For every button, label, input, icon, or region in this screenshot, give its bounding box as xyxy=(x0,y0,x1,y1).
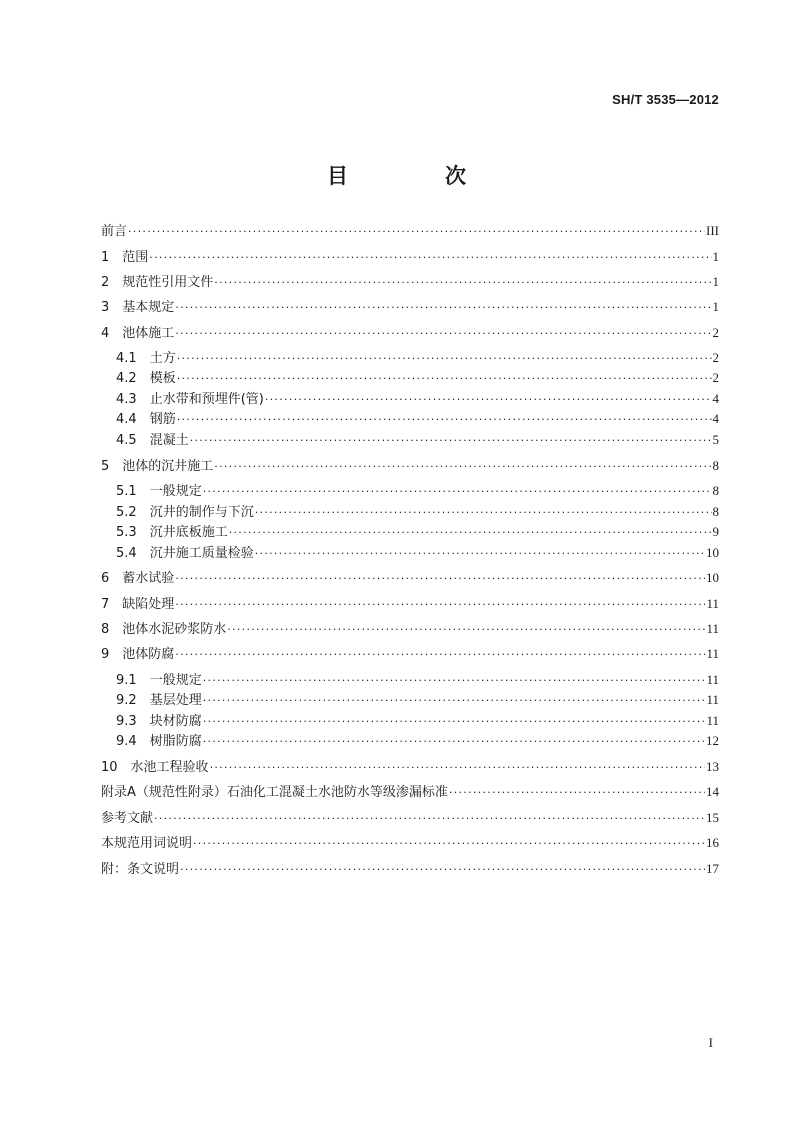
toc-leader-dots xyxy=(177,349,712,369)
toc-entry-page: 13 xyxy=(706,759,719,774)
toc-entry-page: 11 xyxy=(706,672,719,687)
toc-entry[interactable] xyxy=(116,502,719,522)
toc-entry[interactable] xyxy=(101,247,719,267)
toc-leader-dots xyxy=(175,298,711,318)
toc-entry-number: 4 xyxy=(101,326,123,341)
toc-entry-label: 池体施工 xyxy=(122,326,175,341)
toc-entry-number: 9.3 xyxy=(116,714,150,729)
toc-entry[interactable] xyxy=(101,323,719,343)
toc-entry[interactable] xyxy=(116,690,719,710)
toc-entry-label: 模板 xyxy=(149,371,176,386)
toc-entry[interactable] xyxy=(116,368,719,388)
toc-entry-page: 11 xyxy=(706,713,719,728)
toc-entry-label: 前言 xyxy=(101,224,128,239)
toc-leader-dots xyxy=(214,457,711,477)
toc-entry-page: 8 xyxy=(712,504,719,519)
toc-leader-dots xyxy=(175,569,705,589)
toc-entry-page: 17 xyxy=(706,861,719,876)
toc-entry[interactable] xyxy=(101,859,719,879)
toc-entry-number: 9.4 xyxy=(116,734,150,749)
toc-entry[interactable] xyxy=(101,568,719,588)
toc-leader-dots xyxy=(175,595,705,615)
toc-leader-dots xyxy=(203,691,706,711)
toc-entry-page: III xyxy=(706,223,719,238)
toc-entry[interactable] xyxy=(101,221,719,241)
toc-entry-page: 8 xyxy=(712,483,719,498)
toc-entry-number: 5.2 xyxy=(116,505,150,520)
toc-leader-dots xyxy=(203,712,706,732)
toc-entry[interactable] xyxy=(116,670,719,690)
toc-entry-label: 块材防腐 xyxy=(149,714,202,729)
toc-entry-page: 10 xyxy=(706,570,719,585)
toc-leader-dots xyxy=(177,410,712,430)
toc-entry-label: 土方 xyxy=(149,351,176,366)
toc-entry-label: 规范性引用文件 xyxy=(122,275,214,290)
toc-entry-number: 6 xyxy=(101,571,123,586)
toc-entry-label: 一般规定 xyxy=(149,484,202,499)
toc-entry-page: 1 xyxy=(712,299,719,314)
toc-entry-page: 4 xyxy=(712,411,719,426)
standard-code: SH/T 3535—2012 xyxy=(612,92,719,107)
toc-entry-label: 沉井的制作与下沉 xyxy=(149,505,254,520)
toc-entry[interactable] xyxy=(101,833,719,853)
toc-entry-number: 2 xyxy=(101,275,123,290)
toc-leader-dots xyxy=(210,758,705,778)
toc-entry-number: 7 xyxy=(101,597,123,612)
toc-entry[interactable] xyxy=(101,757,719,777)
toc-entry[interactable] xyxy=(116,481,719,501)
toc-leader-dots xyxy=(227,620,705,640)
toc-entry-page: 2 xyxy=(712,325,719,340)
toc-entry[interactable] xyxy=(101,782,719,802)
toc-entry[interactable] xyxy=(101,594,719,614)
toc-entry-label: 范围 xyxy=(122,250,149,265)
toc-entry-label: 钢筋 xyxy=(149,412,176,427)
toc-entry-number: 10 xyxy=(101,760,131,775)
toc-entry-page: 8 xyxy=(712,458,719,473)
toc-entry-page: 2 xyxy=(712,350,719,365)
toc-entry-page: 15 xyxy=(706,810,719,825)
toc-entry[interactable] xyxy=(101,808,719,828)
toc-entry-label: 池体的沉井施工 xyxy=(122,459,214,474)
toc-entry[interactable] xyxy=(116,389,719,409)
toc-entry-number: 8 xyxy=(101,622,123,637)
toc-entry-number: 5.1 xyxy=(116,484,150,499)
toc-entry-page: 11 xyxy=(706,646,719,661)
toc-entry-number: 4.3 xyxy=(116,392,150,407)
toc-entry-label: 池体水泥砂浆防水 xyxy=(122,622,227,637)
toc-entry[interactable] xyxy=(116,731,719,751)
toc-entry-page: 4 xyxy=(712,391,719,406)
toc-entry-number: 5.3 xyxy=(116,525,150,540)
toc-entry-label: 缺陷处理 xyxy=(122,597,175,612)
toc-leader-dots xyxy=(149,248,711,268)
toc-entry-label: 树脂防腐 xyxy=(149,734,202,749)
toc-entry[interactable] xyxy=(116,430,719,450)
toc-entry-number: 5 xyxy=(101,459,123,474)
toc-leader-dots xyxy=(175,645,705,665)
page-title: 目 次 xyxy=(327,164,504,188)
toc-entry-page: 9 xyxy=(712,524,719,539)
toc-entry-page: 5 xyxy=(712,432,719,447)
toc-entry-number: 4.1 xyxy=(116,351,150,366)
toc-entry[interactable] xyxy=(101,272,719,292)
page-number: I xyxy=(708,1035,713,1050)
toc-entry-page: 12 xyxy=(706,733,719,748)
toc-entry[interactable] xyxy=(116,543,719,563)
toc-entry-page: 1 xyxy=(712,249,719,264)
toc-entry[interactable] xyxy=(116,409,719,429)
toc-entry-label: 止水带和预埋件(管) xyxy=(149,392,264,407)
toc-leader-dots xyxy=(214,273,711,293)
toc-entry-number: 1 xyxy=(101,250,123,265)
toc-leader-dots xyxy=(180,860,705,880)
toc-leader-dots xyxy=(128,222,705,242)
toc-leader-dots xyxy=(203,482,712,502)
toc-entry-page: 11 xyxy=(706,692,719,707)
toc-entry-number: 5.4 xyxy=(116,546,150,561)
toc-entry-page: 10 xyxy=(706,545,719,560)
toc-entry-number: 4.5 xyxy=(116,433,150,448)
toc-leader-dots xyxy=(255,544,705,564)
toc-entry-number: 9.1 xyxy=(116,673,150,688)
toc-entry-label: 附：条文说明 xyxy=(101,862,180,877)
toc-leader-dots xyxy=(449,783,705,803)
toc-entry-number: 4.2 xyxy=(116,371,150,386)
toc-entry-label: 水池工程验收 xyxy=(130,760,209,775)
toc-entry-label: 基本规定 xyxy=(122,300,175,315)
toc-leader-dots xyxy=(177,369,712,389)
toc-entry-number: 4.4 xyxy=(116,412,150,427)
toc-entry-label: 附录A（规范性附录）石油化工混凝土水池防水等级渗漏标准 xyxy=(101,785,448,800)
toc-entry-page: 11 xyxy=(706,596,719,611)
toc-entry-page: 11 xyxy=(706,621,719,636)
toc-entry[interactable] xyxy=(101,456,719,476)
toc-entry-page: 16 xyxy=(706,835,719,850)
toc-entry-label: 蓄水试验 xyxy=(122,571,175,586)
toc-entry[interactable] xyxy=(116,348,719,368)
toc-entry-page: 1 xyxy=(712,274,719,289)
toc-entry-label: 一般规定 xyxy=(149,673,202,688)
toc-entry-label: 本规范用词说明 xyxy=(101,836,193,851)
toc-leader-dots xyxy=(265,390,712,410)
toc-entry[interactable] xyxy=(101,644,719,664)
toc-leader-dots xyxy=(255,503,712,523)
toc-entry-label: 沉井底板施工 xyxy=(149,525,228,540)
toc-entry-page: 2 xyxy=(712,370,719,385)
toc-entry-number: 9.2 xyxy=(116,693,150,708)
toc-entry[interactable] xyxy=(101,619,719,639)
toc-entry-label: 基层处理 xyxy=(149,693,202,708)
toc-leader-dots xyxy=(193,834,705,854)
toc-leader-dots xyxy=(203,671,706,691)
toc-entry-page: 14 xyxy=(706,784,719,799)
toc-leader-dots xyxy=(175,324,711,344)
toc-leader-dots xyxy=(154,809,705,829)
toc-entry-number: 9 xyxy=(101,647,123,662)
toc-leader-dots xyxy=(203,732,705,752)
toc-entry-label: 沉井施工质量检验 xyxy=(149,546,254,561)
toc-entry-label: 参考文献 xyxy=(101,811,154,826)
toc-entry-number: 3 xyxy=(101,300,123,315)
toc-entry-label: 池体防腐 xyxy=(122,647,175,662)
toc-entry[interactable] xyxy=(116,522,719,542)
toc-leader-dots xyxy=(229,523,712,543)
toc-leader-dots xyxy=(190,431,712,451)
toc-entry[interactable] xyxy=(101,297,719,317)
toc-entry[interactable] xyxy=(116,711,719,731)
toc-entry-label: 混凝土 xyxy=(149,433,189,448)
